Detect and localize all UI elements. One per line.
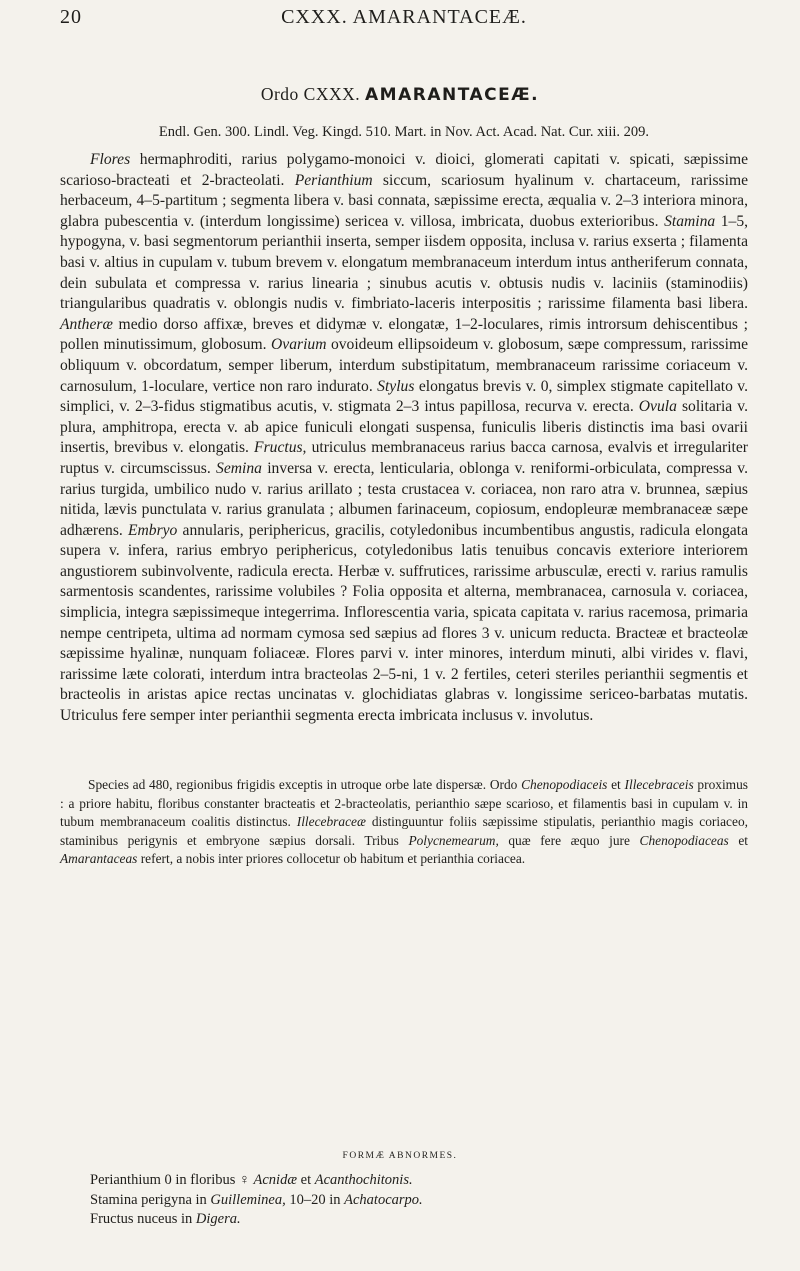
italic-term: Fructus, (254, 439, 307, 457)
text-run: medio dorso affixæ, breves et didymæ v. elongatæ, 1–2-loculares, rimis introrsum dehiscentibus ; pollen minutissimum, globosum. (60, 315, 748, 354)
text-run: 10–20 in (285, 1191, 345, 1208)
literature-references: Endl. Gen. 300. Lindl. Veg. Kingd. 510. Mart. in Nov. Act. Acad. Nat. Cur. xiii. 209. (158, 124, 650, 140)
italic-term: Flores (90, 151, 131, 168)
italic-term: Chenopodiaceis (521, 777, 608, 792)
text-run: ovoideum ellipsoideum v. globosum, sæpe compressum, rarissime obliquum v. obcordatum, semper liberum, interdum substipitatum, membranaceum rarissime coriaceum v. carnosulum, 1-loculare, vertice non raro indurato. (60, 336, 748, 395)
italic-term: Antheræ (60, 315, 113, 333)
italic-term: Stamina (664, 212, 716, 230)
italic-term: Acanthochitonis. (314, 1172, 413, 1188)
italic-term: Ovula (638, 398, 677, 416)
text-run: et (297, 1172, 315, 1188)
text-run: distinguuntur foliis sæpissime stipulatis, perianthio magis coriaceo, staminibus perigynis et embryone sæpius dorsali. Tribus (60, 814, 748, 848)
text-run: siccum, scariosum hyalinum v. chartaceum, rarissime herbaceum, 4–5-partitum ; segmenta libera v. basi connata, sæpissime erecta, æqualia v. 2–3 interiora minora, glabra pubescentia v. (interdum longissime) sericea v. villosa, imbricata, duobus exterioribus. (60, 171, 748, 230)
text-run: Stamina perigyna in (90, 1191, 211, 1208)
text-run: et (728, 832, 748, 848)
family-name: AMARANTACEÆ. (365, 85, 540, 105)
text-run: quæ fere æquo jure (498, 832, 640, 848)
order-prefix: Ordo CXXX. (260, 84, 361, 104)
note-paragraph (60, 776, 748, 869)
text-run: Fructus nuceus in (90, 1211, 196, 1227)
text-run: Perianthium 0 in floribus ♀ (90, 1172, 254, 1188)
italic-term: Embryo (127, 521, 178, 539)
italic-term: Ovarium (271, 336, 327, 354)
italic-term: Illecebraceæ (296, 814, 366, 829)
abnormal-forms-heading: FORMÆ ABNORMES. (342, 1151, 458, 1161)
text-run: proximus : a priore habitu, floribus constanter bracteatis et 2-bracteolatis, perianthio sæpe scarioso, et filamentis basi in cupulam v. in tubum membranaceum coalitis distinctus. (60, 777, 748, 829)
italic-term: Acnidæ (253, 1172, 298, 1188)
order-description (60, 150, 748, 727)
italic-term: Guilleminea, (210, 1191, 286, 1208)
text-run: 1–5, hypogyna, v. basi segmentorum perianthii inserta, semper iisdem opposita, inclusa v. rarius exserta ; filamenta basi v. altius in cupulam v. tubum brevem v. elongatum membranaceum interdum intus antheriferum connata, dein subulata et compressa v. rarius linearia ; sinubus acutis v. obtusis nudis v. laciniis (staminodiis) triangularibus quadratis v. oblongis nudis v. fimbriato-laceris interpositis ; rarissime filamenta basi libera. (60, 212, 749, 313)
text-run: hermaphroditi, rarius polygamo-monoici v. dioici, glomerati capitati v. spicati, sæpissime scarioso-bracteati et 2-bracteolati. (60, 151, 748, 189)
text-run: et (607, 777, 625, 792)
italic-term: Digera. (195, 1211, 241, 1227)
text-run: inversa v. erecta, lenticularia, oblonga v. reniformi-orbiculata, compressa v. rarius turgida, umbilico nudo v. rarius arillato ; testa crustacea v. coriacea, non raro atra v. brunnea, sæpius nitida, lævis punctulata v. rarius granulata ; albumen farinaceum, copiosum, endopleuræ membranaceæ sæpe adhærens. (60, 459, 748, 539)
order-title (0, 84, 800, 105)
running-head (60, 6, 748, 36)
abnormal-form-line (60, 1210, 748, 1230)
text-run: refert, a nobis inter priores collocetur ob habitum et perianthia coriacea. (137, 851, 526, 866)
page-number: 20 (60, 6, 82, 28)
italic-term: Chenopodiaceas (639, 832, 729, 848)
italic-term: Achatocarpo. (344, 1191, 423, 1208)
italic-term: Illecebraceis (624, 777, 694, 792)
affinity-note (60, 776, 748, 869)
italic-term: Semina (216, 459, 262, 477)
italic-term: Amarantaceas (60, 851, 138, 866)
abnormal-forms-list (60, 1171, 748, 1230)
text-run: elongatus brevis v. 0, simplex stigmate capitellato v. simplici, v. 2–3-fidus stigmatibus acutis, v. stigmata 2–3 intus papillosa, recurva v. erecta. (60, 377, 748, 416)
italic-term: Polycnemearum, (408, 832, 499, 848)
description-paragraph (60, 150, 748, 727)
abnormal-form-line (60, 1171, 748, 1191)
running-title: CXXX. AMARANTACEÆ. (281, 6, 527, 28)
italic-term: Stylus (377, 377, 415, 395)
italic-term: Perianthium (294, 171, 373, 189)
abnormal-form-line (60, 1191, 748, 1211)
text-run: solitaria v. plura, amphitropa, erecta v. ab apice funiculi elongati suspensa, funiculis liberis distinctis ima basi ovarii insertis, brevibus v. elongatis. (60, 398, 748, 457)
text-run: Species ad 480, regionibus frigidis exceptis in utroque orbe late dispersæ. Ordo (88, 777, 522, 792)
text-run: utriculus membranaceus rarius bacca carnosa, evalvis et irregulariter ruptus v. circumscissus. (60, 439, 748, 477)
text-run: annularis, periphericus, gracilis, cotyledonibus incumbentibus angustis, radicula elongata supera v. infera, rarius embryo periphericus, cotyledonibus latis tenuibus concavis exteriore interiorem angustiorem subinvolvente, radicula erecta. Herbæ v. suffrutices, rarissime arbusculæ, erecti v. rarius ramulis sarmentosis scandentes, rarissime volubiles ? Folia opposita et alterna, membranacea, carnosula v. coriacea, simplicia, integra sæpissimeque integerrima. Inflorescentia varia, spicata capitata v. rarius racemosa, primaria nempe centripeta, ultima ad normam cymosa sed sæpius ad flores 3 v. unicum reducta. Bracteæ et bracteolæ sæpissime hyalinæ, nunquam foliaceæ. Flores parvi v. inter minores, interdum minuti, albi virides v. flavi, rarissime læte colorati, interdum intra bracteolas 2–5-ni, 1 v. 2 fertiles, ceteri steriles perianthii segmentis et bracteolis in aristas apice rectas uncinatas v. glochidiatas glabras v. longissime sericeo-barbatas mutatis. Utriculus fere semper inter perianthii segmenta erecta imbricata inclusus v. involutus. (60, 521, 748, 725)
